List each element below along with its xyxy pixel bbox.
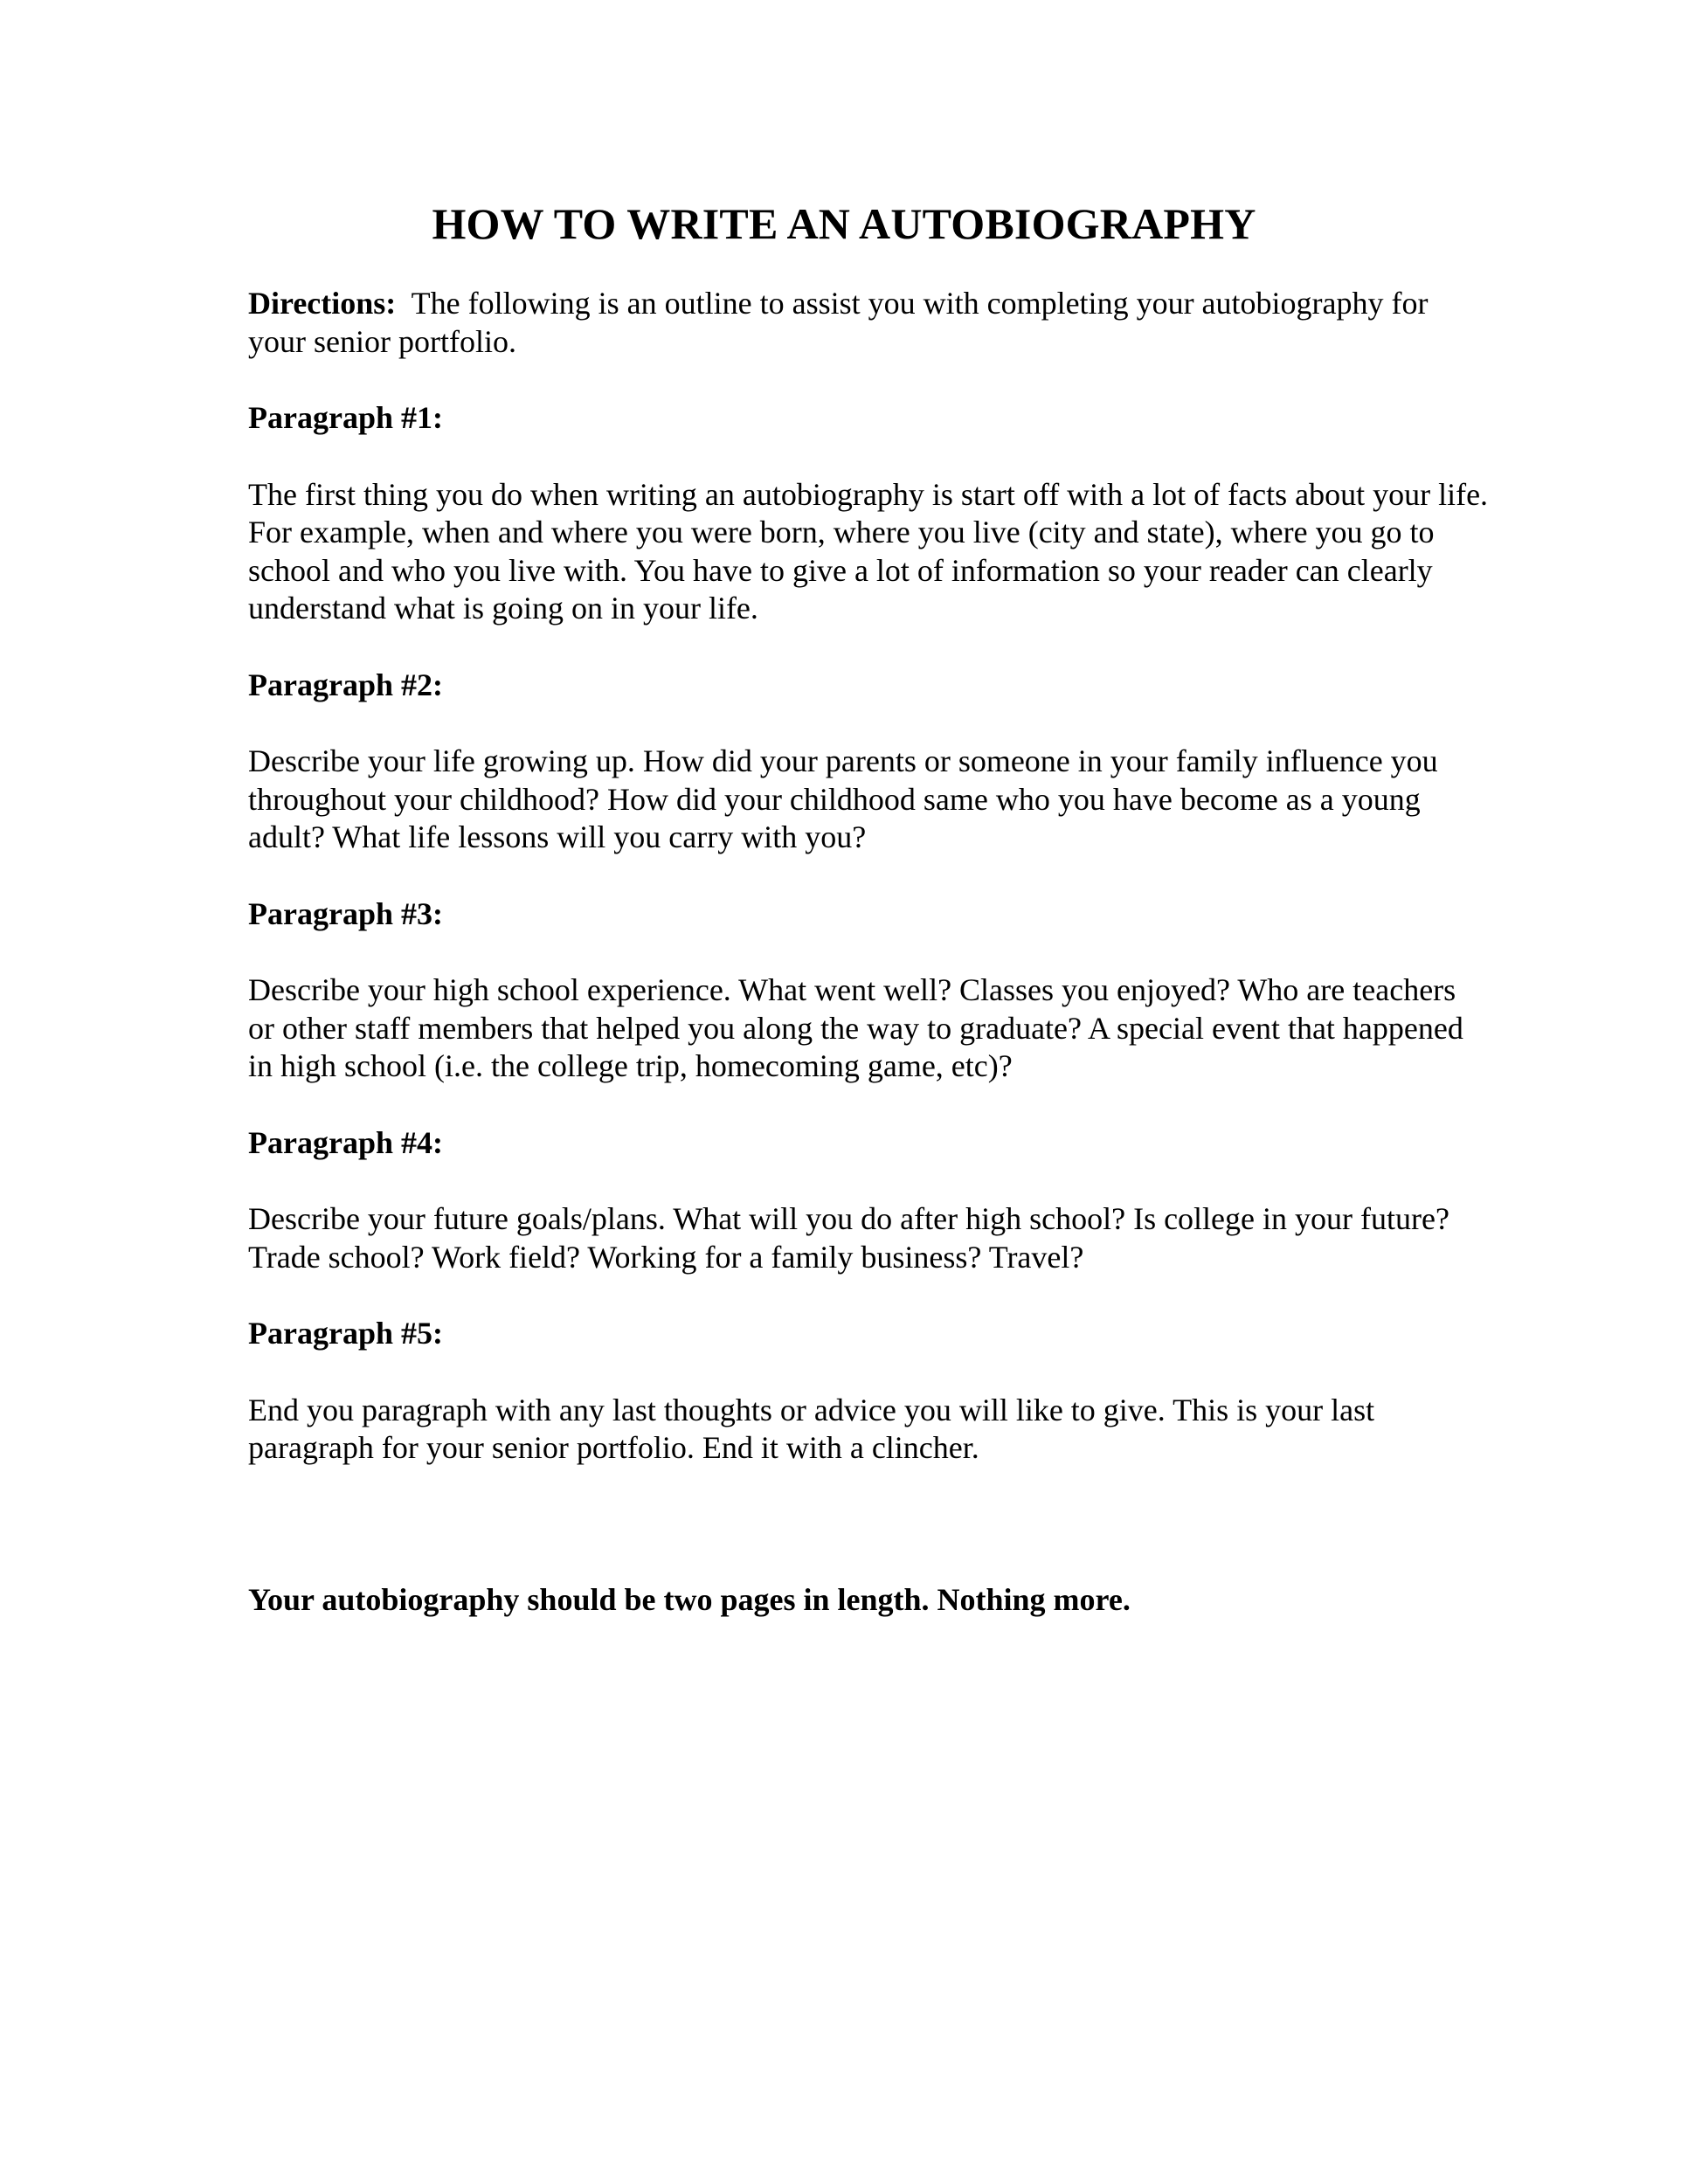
directions-text: The following is an outline to assist you with completing your autobiography for your senior portfolio.: [248, 286, 1436, 359]
directions-label: Directions:: [248, 286, 397, 321]
section-body-4: Describe your future goals/plans. What will you do after high school? Is college in your future? Trade school? Work field? Working for a family business? Travel?: [248, 1201, 1449, 1275]
section-body-3: Describe your high school experience. What went well? Classes you enjoyed? Who are teachers or other staff members that helped you along the way to graduate? A special event that happened in high school (i.e. the college trip, homecoming game, etc)?: [248, 972, 1463, 1083]
section-body-1: The first thing you do when writing an autobiography is start off with a lot of facts about your life. For example, when and where you were born, where you live (city and state), where you go to school and who you live with. You have to give a lot of information so your reader can clearly understand what is going on in your life.: [248, 476, 1489, 625]
directions-paragraph: [248, 285, 1489, 361]
section-heading-3: Paragraph #3:: [248, 895, 443, 931]
document-body: [248, 285, 1489, 1619]
section-heading-1: Paragraph #1:: [248, 400, 443, 435]
final-note: Your autobiography should be two pages in length. Nothing more.: [248, 1581, 1131, 1617]
section-heading-5: Paragraph #5:: [248, 1316, 443, 1351]
section-heading-4: Paragraph #4:: [248, 1124, 443, 1160]
document-title: HOW TO WRITE AN AUTOBIOGRAPHY: [432, 199, 1256, 248]
section-heading-2: Paragraph #2:: [248, 667, 443, 702]
section-body-2: Describe your life growing up. How did your parents or someone in your family influence you throughout your childhood? How did your childhood same who you have become as a young adult? What life lessons will you carry with you?: [248, 743, 1438, 854]
section-body-5: End you paragraph with any last thoughts or advice you will like to give. This is your last paragraph for your senior portfolio. End it with a clincher.: [248, 1392, 1375, 1465]
